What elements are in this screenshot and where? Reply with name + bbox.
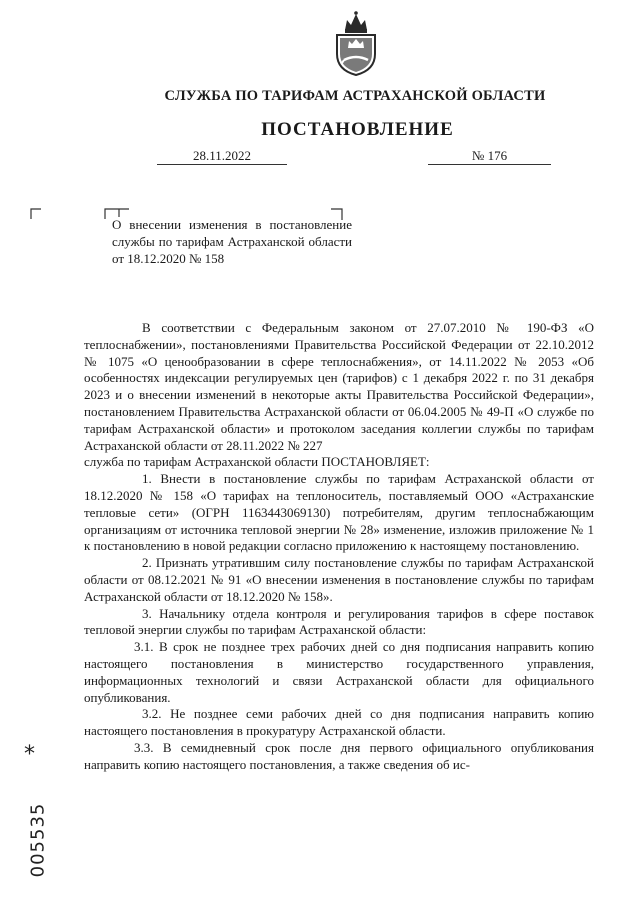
margin-registration-code: 005535: [27, 802, 49, 878]
left-corner-bracket-icon: [30, 208, 42, 220]
document-number: № 176: [428, 148, 551, 165]
item-3-3-paragraph: 3.3. В семидневный срок после дня первого официального опубликования направить копию настоящего постановления, а также сведения об ис-: [84, 739, 594, 772]
document-date: 28.11.2022: [157, 148, 287, 165]
item-3-2-paragraph: 3.2. Не позднее семи рабочих дней со дня подписания направить копию настоящего постановления в прокуратуру Астраханской области.: [84, 706, 594, 739]
item-3-1-paragraph: 3.1. В срок не позднее трех рабочих дней со дня подписания направить копию настоящего постановления в министерство государственного управления, информационных технологий и связи Астраханской области для официального опубликования.: [84, 639, 594, 705]
document-body: [84, 320, 594, 774]
document-type-title: ПОСТАНОВЛЕНИЕ: [261, 119, 454, 140]
document-subject: О внесении изменения в постановление службы по тарифам Астраханской области от 18.12.2020 № 158: [112, 217, 352, 266]
preamble-paragraph: В соответствии с Федеральным законом от 27.07.2010 № 190-ФЗ «О теплоснабжении», постановлениями Правительства Российской Федерации от 22.10.2012 № 1075 «О ценообразовании в сфере теплоснабжения», от 14.11.2022 № 2053 «Об особенностях индексации регулируемых цен (тарифов) с 1 декабря 2022 г. по 31 декабря 2023 и о внесении изменений в некоторые акты Правительства Российской Федерации», постановлением Правительства Астраханской области от 06.04.2005 № 49-П «О службе по тарифам Астраханской области» и протоколом заседания коллегии службы по тарифам Астраханской области от 28.11.2022 № 227: [84, 320, 594, 453]
organization-name: СЛУЖБА ПО ТАРИФАМ АСТРАХАНСКОЙ ОБЛАСТИ: [164, 88, 546, 104]
coat-of-arms-icon: [331, 10, 381, 76]
margin-asterisk: *: [24, 742, 35, 767]
item-3-paragraph: 3. Начальнику отдела контроля и регулирования тарифов в сфере поставок тепловой энергии службы по тарифам Астраханской области:: [84, 605, 594, 638]
item-1-paragraph: 1. Внести в постановление службы по тарифам Астраханской области от 18.12.2020 № 158 «О тарифах на теплоноситель, поставляемый ООО «Астраханские тепловые сети» (ОГРН 1163443069130) потребителям, другим теплоснабжающим организациям от источника тепловой энергии № 28» изменение, изложив приложение № 1 к постановлению в новой редакции согласно приложению к настоящему постановлению.: [84, 471, 594, 554]
item-2-paragraph: 2. Признать утратившим силу постановление службы по тарифам Астраханской области от 08.12.2021 № 91 «О внесении изменения в постановление службы по тарифам Астраханской области от 18.12.2020 № 158».: [84, 555, 594, 604]
resolution-line: служба по тарифам Астраханской области ПОСТАНОВЛЯЕТ:: [84, 454, 430, 470]
